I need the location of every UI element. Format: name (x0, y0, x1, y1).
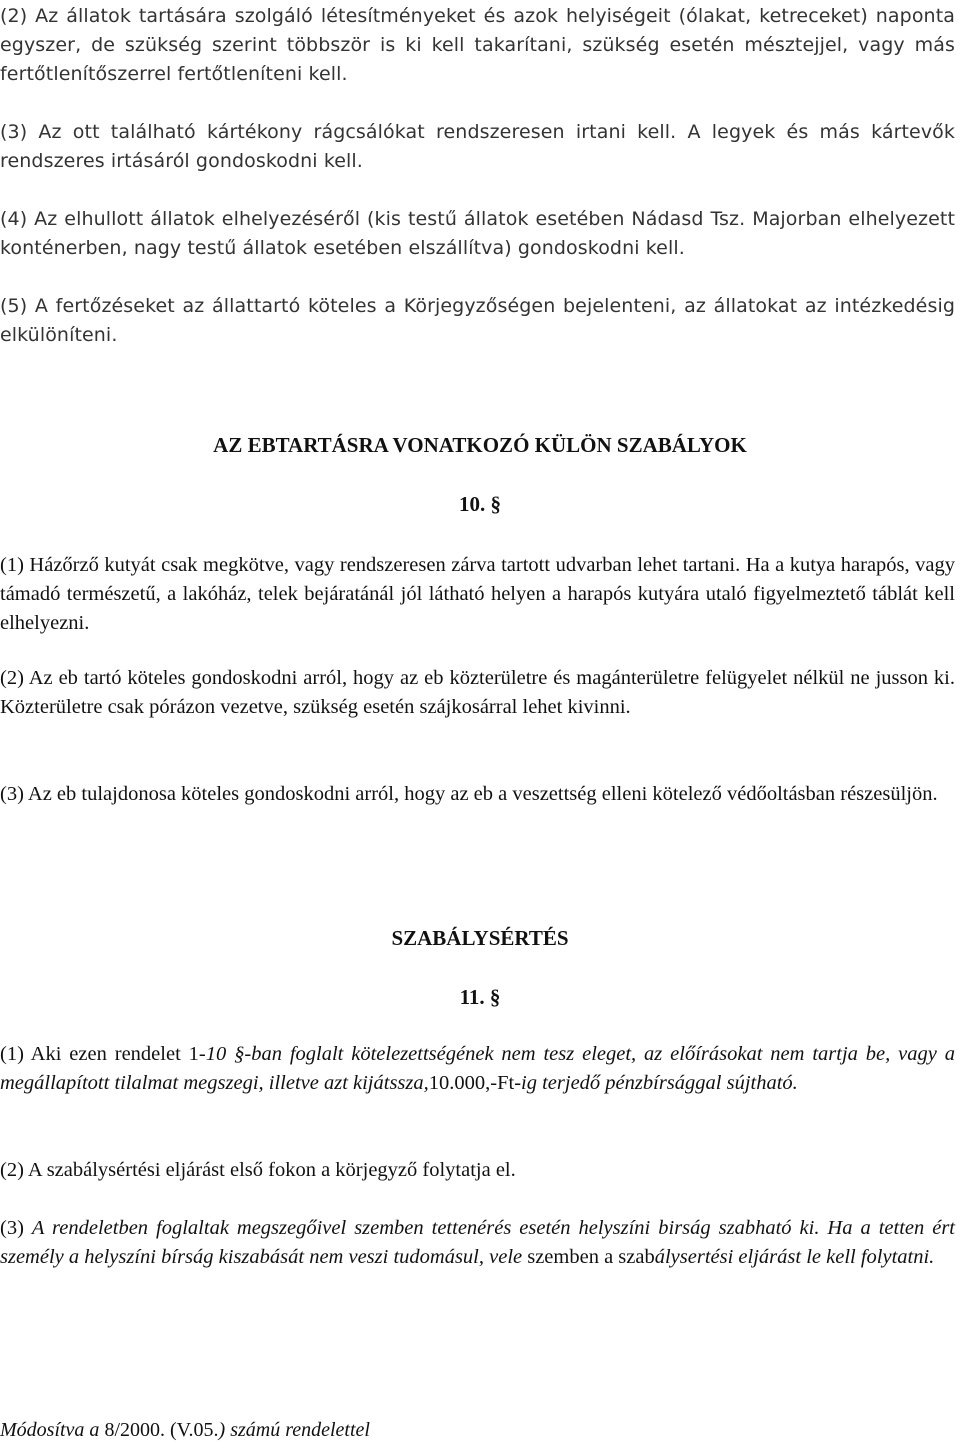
paragraph-number: (2) (0, 1159, 24, 1181)
paragraph-number: (3) (0, 783, 24, 805)
dog-paragraph-2 (0, 664, 955, 722)
dog-paragraph-3 (0, 780, 955, 809)
paragraph-number: (1) (0, 1043, 24, 1065)
paragraph-text: A szabálysértési eljárást első fokon a körjegyző folytatja el. (27, 1159, 516, 1181)
paragraph-text-plain: Aki ezen rendelet 1- (30, 1043, 206, 1065)
paragraph-text-amount: 10.000,-Ft (428, 1072, 515, 1094)
paragraph-number: (2) (0, 5, 28, 27)
offense-paragraph-2 (0, 1156, 955, 1185)
paragraph-text: Az eb tartó köteles gondoskodni arról, hogy az eb közterületre és magánterületre felügyelet nélkül ne jusson ki. Közterületre csak pórázon vezetve, szükség esetén szájkosárral lehet kivinni. (0, 667, 956, 718)
offense-paragraph-3 (0, 1214, 955, 1272)
section-heading-dog-rules: AZ EBTARTÁSRA VONATKOZÓ KÜLÖN SZABÁLYOK (213, 433, 747, 457)
amendment-prefix: Módosítva a (0, 1419, 105, 1441)
paragraph-text-italic-end: -ig terjedő pénzbírsággal sújtható. (514, 1072, 798, 1094)
paragraph-text-italic: 10 §-ban foglalt kötelezettségének nem tesz eleget, az előírásokat nem tartja be, vagy a megállapított tilalmat megszegi, illetve azt kijátssza, (0, 1043, 955, 1094)
paragraph-4 (0, 205, 955, 263)
paragraph-text: A fertőzéseket az állattartó köteles a Körjegyzőségen bejelenteni, az állatokat az intézkedésig elkülöníteni. (0, 295, 955, 346)
paragraph-number: (4) (0, 208, 28, 230)
paragraph-3 (0, 118, 955, 176)
paragraph-text: Az ott található kártékony rágcsálókat rendszeresen irtani kell. A legyek és más kártevők rendszeres irtásáról gondoskodni kell. (0, 121, 956, 172)
paragraph-text-italic: A rendeletben foglaltak megszegőivel szemben tettenérés esetén helyszíni birság szabható ki. Ha a tetten ért személy a helyszíni bírság kiszabását nem veszi tudomásul, vele (0, 1217, 956, 1268)
amendment-note (0, 1417, 370, 1443)
offense-paragraph-1 (0, 1040, 955, 1098)
paragraph-text: Az állatok tartására szolgáló létesítményeket és azok helyiségeit (ólakat, ketreceket) naponta egyszer, de szükség szerint többször is ki kell takarítani, szükség esetén mésztejjel, vagy más fertőtlenítőszerrel fertőtleníteni kell. (0, 5, 955, 85)
paragraph-number: (1) (0, 554, 24, 576)
section-heading-offense: SZABÁLYSÉRTÉS (391, 926, 569, 950)
paragraph-text: Az elhullott állatok elhelyezéséről (kis testű állatok esetében Nádasd Tsz. Majorban elhelyezett konténerben, nagy testű állatok esetében elszállítva) gondoskodni kell. (0, 208, 956, 259)
paragraph-number: (3) (0, 121, 28, 143)
paragraph-number: (2) (0, 667, 24, 689)
paragraph-text-italic-mid: ályse (654, 1246, 697, 1268)
paragraph-text: Házőrző kutyát csak megkötve, vagy rendszeresen zárva tartott udvarban lehet tartani. Ha a kutya harapós, vagy támadó természetű, a lakóház, telek bejáratánál jól látható helyen a harapós kutyára utaló figyelmeztető táblát kell elhelyezni. (0, 554, 956, 634)
paragraph-text: Az eb tulajdonosa köteles gondoskodni arról, hogy az eb a veszettség elleni kötelező védőoltásban részesüljön. (27, 783, 938, 805)
paragraph-number: (5) (0, 295, 28, 317)
dog-paragraph-1 (0, 551, 955, 638)
paragraph-text-plain: szemben a szab (527, 1246, 655, 1268)
section-number-10: 10. § (459, 492, 501, 516)
paragraph-number: (3) (0, 1217, 24, 1239)
paragraph-text-italic-end: rtési eljárást le kell folytatni. (696, 1246, 935, 1268)
amendment-number: 8/2000. (V.05. (104, 1419, 219, 1441)
amendment-suffix: ) számú rendelettel (218, 1419, 370, 1441)
paragraph-2 (0, 2, 955, 89)
section-number-11: 11. § (459, 985, 501, 1009)
paragraph-5 (0, 292, 955, 350)
